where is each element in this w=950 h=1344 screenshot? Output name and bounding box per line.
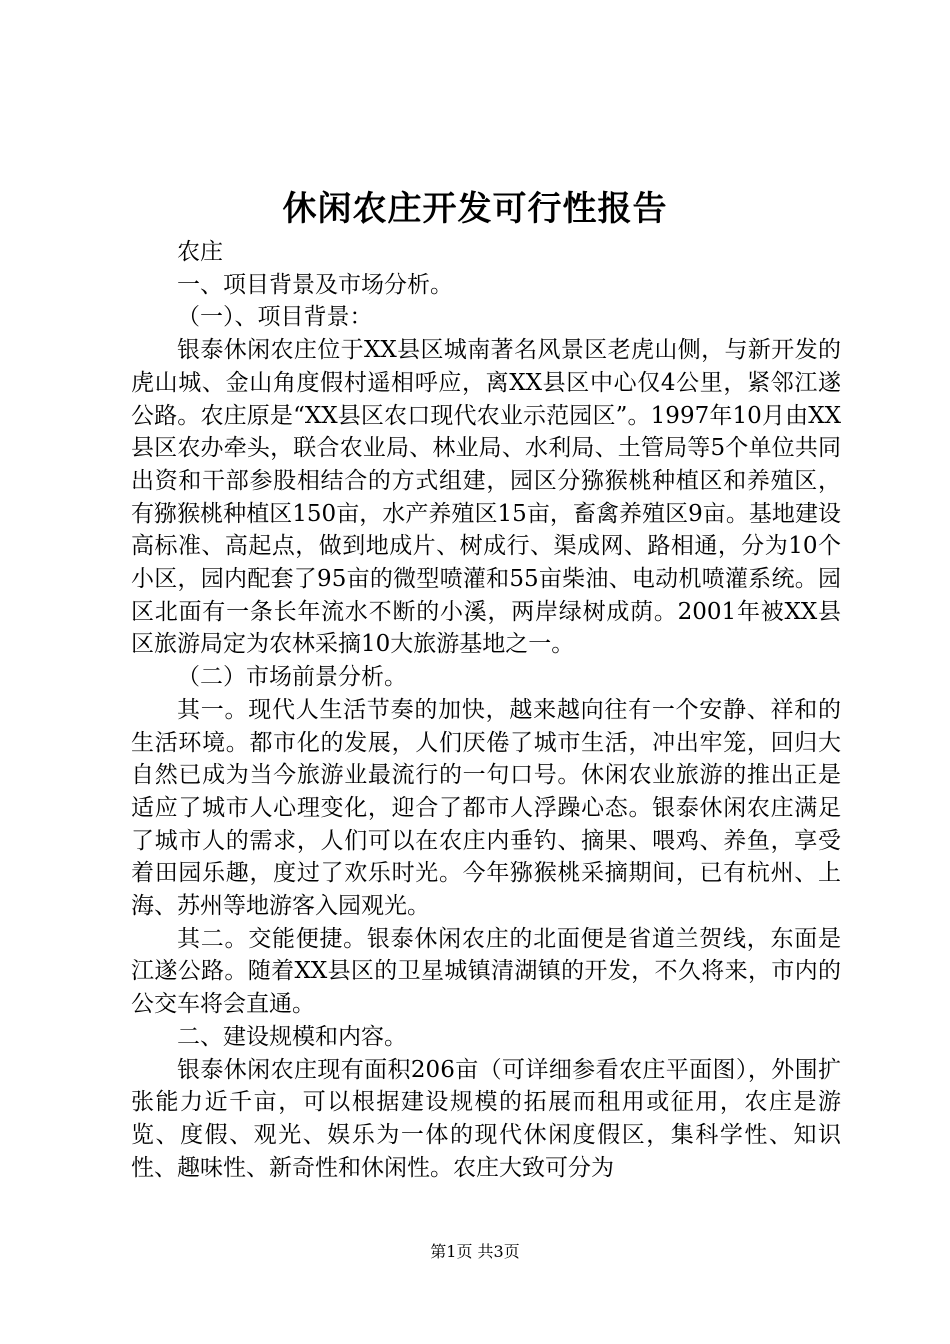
heading-section-2: 二、建设规模和内容。 [177,1023,407,1050]
document-title: 休闲农庄开发可行性报告 [282,189,668,229]
paragraph-market-point-2: 其二。交能便捷。银泰休闲农庄的北面便是省道兰贺线，东面是江遂公路。随着XX县区的卫星城镇清湖镇的开发，不久将来，市内的公交车将会直通。 [131,925,841,1018]
paragraph-project-background: 银泰休闲农庄位于XX县区城南著名风景区老虎山侧，与新开发的虎山城、金山角度假村遥相呼应，离XX县区中心仅4公里，紧邻江遂公路。农庄原是“XX县区农口现代农业示范园区”。1997年10月由XX县区农办牵头，联合农业局、林业局、水利局、土管局等5个单位共同出资和干部参股相结合的方式组建，园区分猕猴桃种植区和养殖区，有猕猴桃种植区150亩，水产养殖区15亩，畜禽养殖区9亩。基地建设高标准、高起点，做到地成片、树成行、渠成网、路相通，分为10个小区，园内配套了95亩的微型喷灌和55亩柴油、电动机喷灌系统。园区北面有一条长年流水不断的小溪，两岸绿树成荫。2001年被XX县区旅游局定为农林采摘10大旅游基地之一。 [131,337,841,658]
page-footer: 第1页 共3页 [430,1242,520,1261]
heading-subsection-2: （二）市场前景分析。 [177,664,407,691]
paragraph-market-point-1: 其一。现代人生活节奏的加快，越来越向往有一个安静、祥和的生活环境。都市化的发展，人们厌倦了城市生活，冲出牢笼，回归大自然已成为当今旅游业最流行的一句口号。休闲农业旅游的推出正是适应了城市人心理变化，迎合了都市人浮躁心态。银泰休闲农庄满足了城市人的需求，人们可以在农庄内垂钓、摘果、喂鸡、养鱼，享受着田园乐趣，度过了欢乐时光。今年猕猴桃采摘期间，已有杭州、上海、苏州等地游客入园观光。 [131,696,841,920]
paragraph-subtitle: 农庄 [177,239,223,265]
heading-subsection-1: （一）、项目背景： [177,304,373,331]
document-body [131,236,841,1184]
heading-section-1: 一、项目背景及市场分析。 [177,271,453,298]
paragraph-construction-scale: 银泰休闲农庄现有面积206亩（可详细参看农庄平面图），外围扩张能力近千亩，可以根据建设规模的拓展而租用或征用，农庄是游览、度假、观光、娱乐为一体的现代休闲度假区，集科学性、知识性、趣味性、新奇性和休闲性。农庄大致可分为 [131,1056,841,1181]
